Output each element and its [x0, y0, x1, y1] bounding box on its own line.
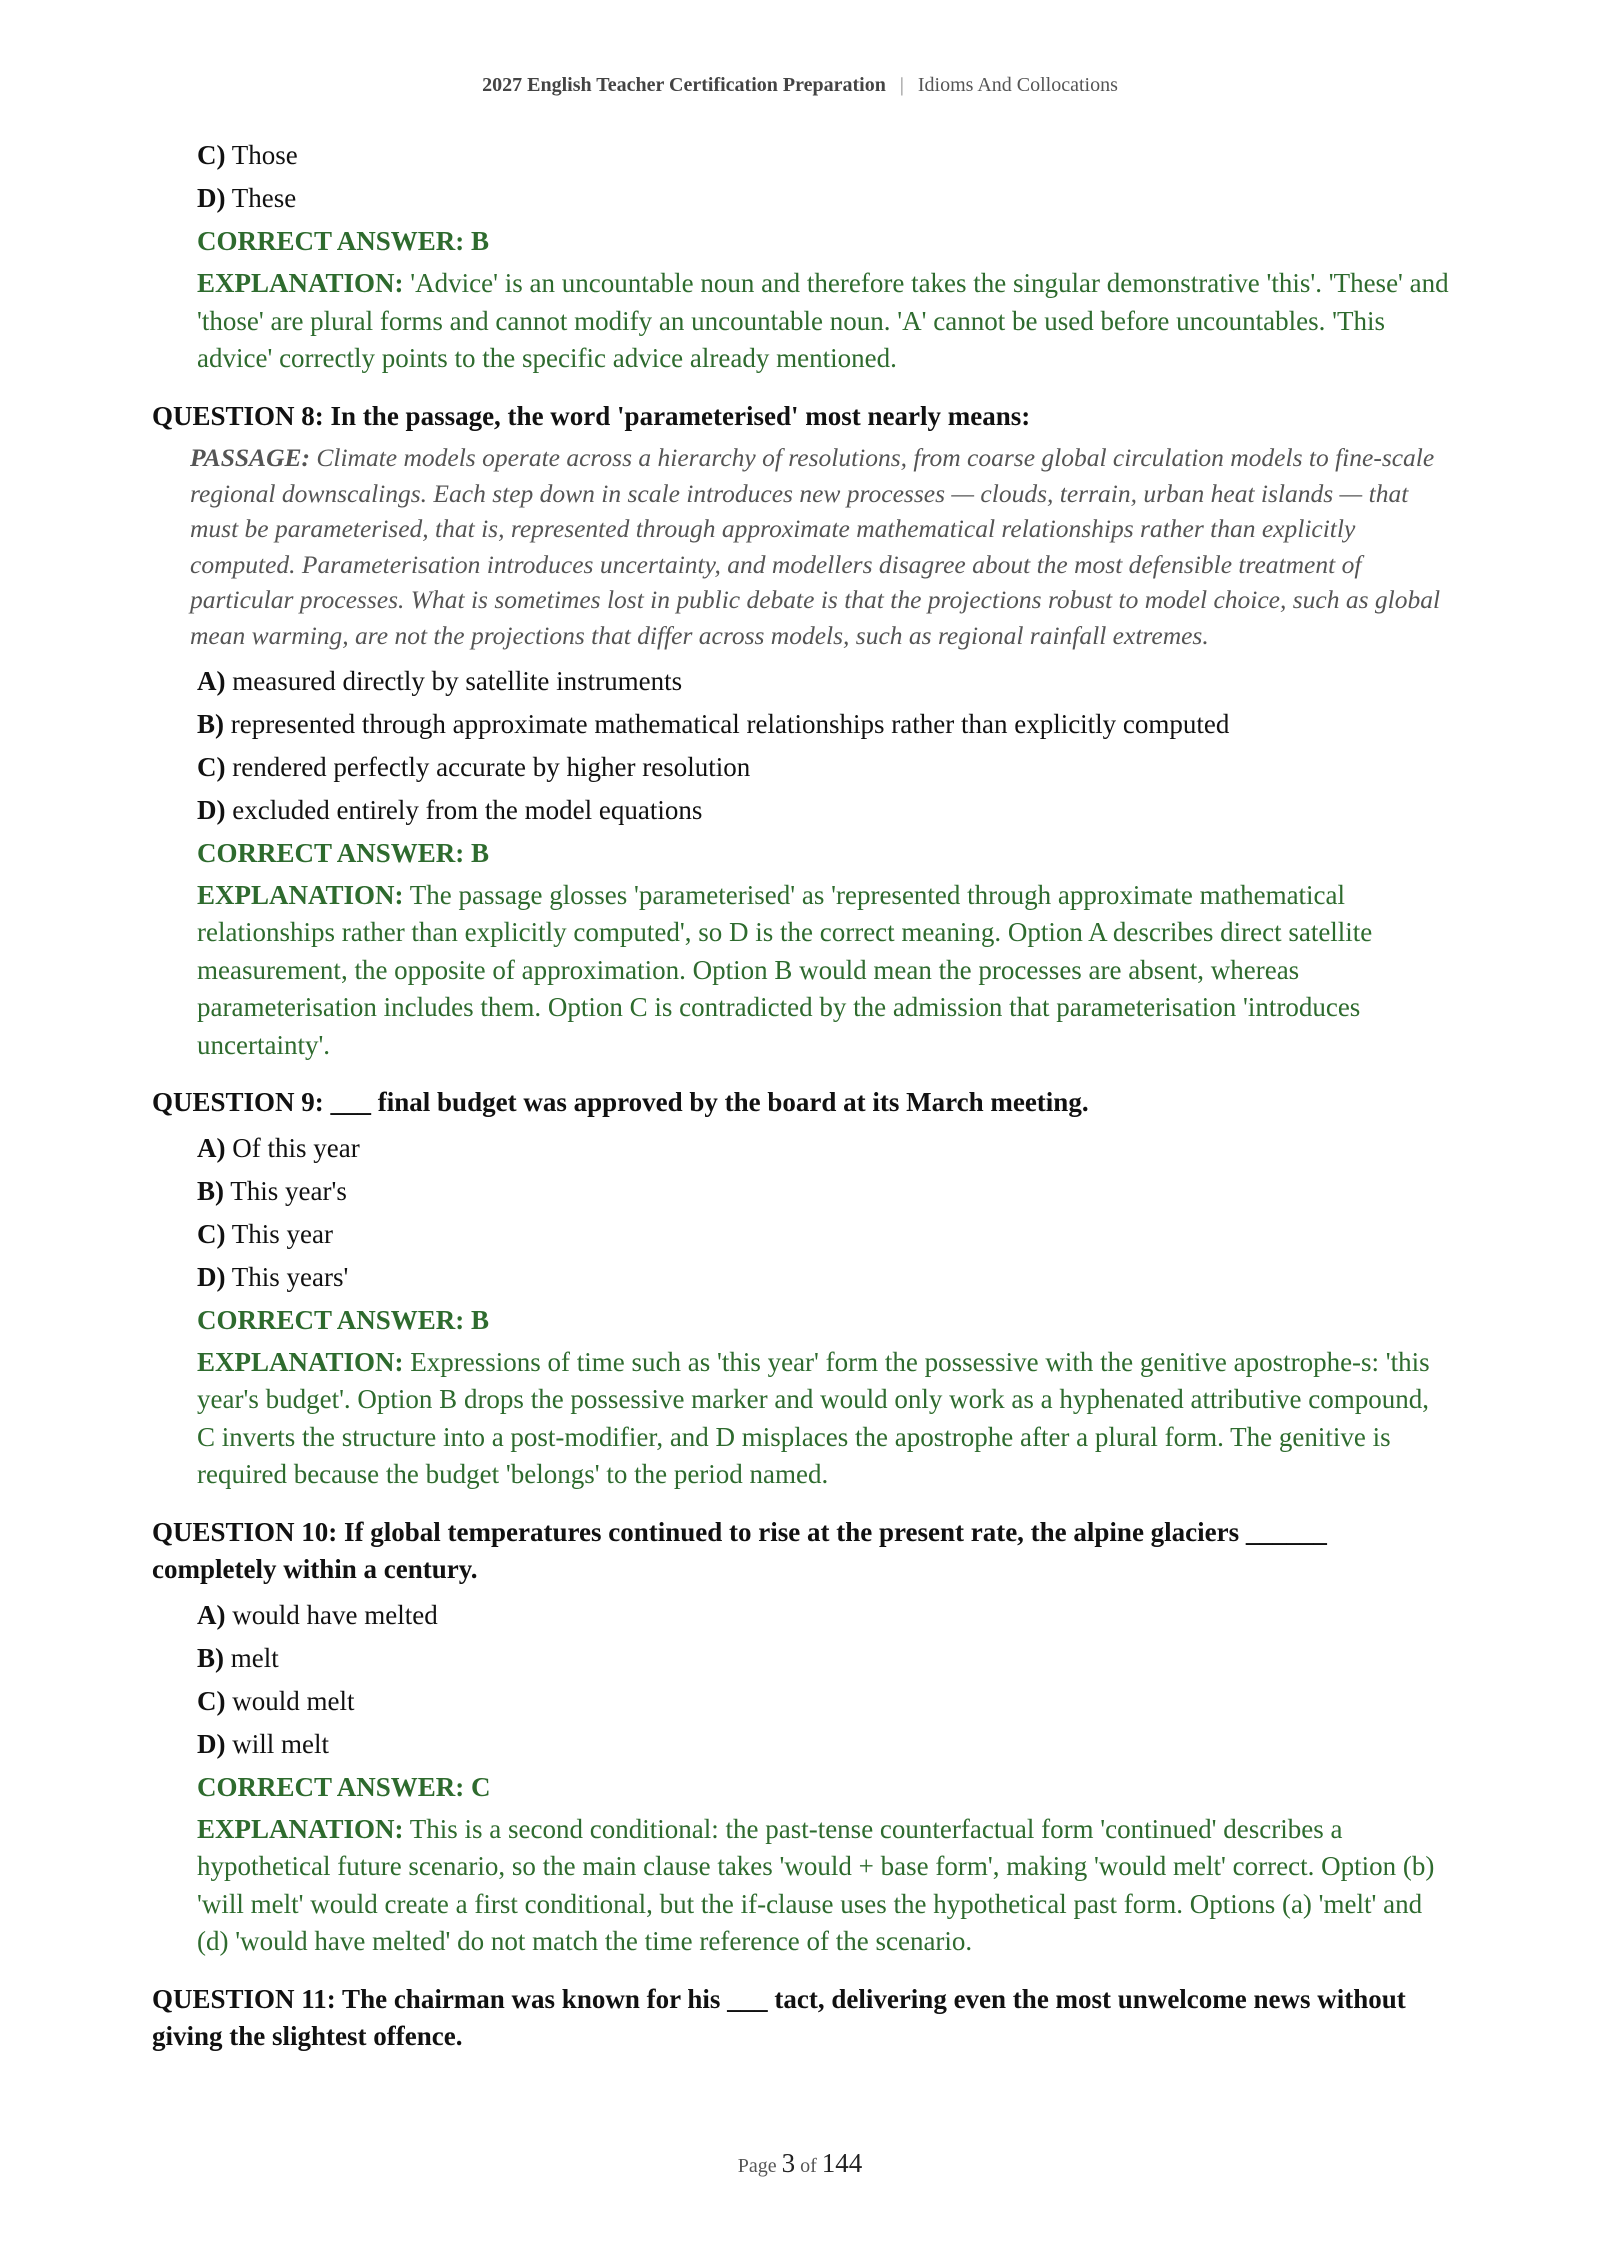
option-a	[197, 1594, 1452, 1637]
option-d	[197, 177, 1452, 220]
correct-answer: CORRECT ANSWER: C	[197, 1771, 491, 1802]
option-letter: D)	[197, 183, 226, 213]
option-a	[197, 1127, 1452, 1170]
explanation	[197, 877, 1452, 1065]
header-title: 2027 English Teacher Certification Preparation	[482, 74, 886, 96]
explanation-text: This is a second conditional: the past-tense counterfactual form 'continued' describes a hypothetical future scenario, so the main clause takes 'would + base form', making 'would melt' correct. Option (b) 'will melt' would create a first conditional, but the if-clause uses the hypothetical past form. Options (a) 'melt' and (d) 'would have melted' do not match the time reference of the scenario.	[197, 1813, 1435, 1957]
option-c	[197, 134, 1452, 177]
option-d	[197, 1256, 1452, 1299]
explanation-text: Expressions of time such as 'this year' form the possessive with the genitive apostrophe-s: 'this year's budget'. Option B drops the possessive marker and would only work as a hyphenated attributive compound, C inverts the structure into a post-modifier, and D misplaces the apostrophe after a plural form. The genitive is required because the budget 'belongs' to the period named.	[197, 1346, 1430, 1490]
option-b	[197, 703, 1452, 746]
option-letter: C)	[197, 1218, 226, 1249]
page-footer	[0, 2148, 1600, 2179]
option-letter: B)	[197, 708, 224, 739]
explanation-label: EXPLANATION:	[197, 1346, 404, 1377]
page-number: 3	[781, 2148, 796, 2178]
header-separator: |	[899, 74, 904, 96]
explanation	[197, 265, 1452, 378]
correct-answer: CORRECT ANSWER: B	[197, 226, 490, 256]
option-letter: C)	[197, 751, 226, 782]
option-text: This year's	[230, 1175, 347, 1206]
option-b	[197, 1170, 1452, 1213]
header-topic: Idioms And Collocations	[917, 74, 1118, 96]
explanation	[197, 1811, 1452, 1961]
passage	[190, 440, 1452, 654]
option-letter: B)	[197, 1175, 224, 1206]
option-b	[197, 1637, 1452, 1680]
correct-answer: CORRECT ANSWER: B	[197, 837, 490, 868]
option-letter: A)	[197, 1132, 226, 1163]
question-heading: QUESTION 8: In the passage, the word 'parameterised' most nearly means:	[152, 400, 1031, 431]
page-total: 144	[821, 2148, 863, 2178]
question-block-10	[152, 1514, 1452, 1961]
explanation-label: EXPLANATION:	[197, 268, 404, 298]
page-content	[152, 134, 1452, 2061]
question-block-9	[152, 1084, 1452, 1494]
option-c	[197, 1680, 1452, 1723]
option-text: would have melted	[232, 1599, 438, 1630]
correct-answer: CORRECT ANSWER: B	[197, 1304, 490, 1335]
option-text: This year	[231, 1218, 333, 1249]
option-letter: D)	[197, 1261, 226, 1292]
option-letter: C)	[197, 140, 226, 170]
question-block-8	[152, 398, 1452, 1065]
explanation-text: 'Advice' is an uncountable noun and therefore takes the singular demonstrative 'this'. 'These' and 'those' are plural forms and cannot modify an uncountable noun. 'A' cannot be used before uncountables. 'This advice' correctly points to the specific advice already mentioned.	[197, 268, 1449, 373]
question-block-7	[152, 134, 1452, 378]
option-text: measured directly by satellite instruments	[232, 665, 683, 696]
option-c	[197, 746, 1452, 789]
option-text: Those	[231, 140, 298, 170]
option-d	[197, 789, 1452, 832]
option-text: excluded entirely from the model equations	[232, 794, 703, 825]
option-d	[197, 1723, 1452, 1766]
explanation-label: EXPLANATION:	[197, 1813, 404, 1844]
explanation-text: The passage glosses 'parameterised' as 'represented through approximate mathematical relationships rather than explicitly computed', so D is the correct meaning. Option A describes direct satellite measurement, the opposite of approximation. Option B would mean the processes are absent, whereas parameterisation includes them. Option C is contradicted by the admission that parameterisation 'introduces uncertainty'.	[197, 879, 1373, 1060]
option-letter: D)	[197, 794, 226, 825]
page-word: Page	[737, 2155, 777, 2177]
explanation	[197, 1344, 1452, 1494]
question-block-11	[152, 1981, 1452, 2056]
question-heading: QUESTION 11: The chairman was known for his ___ tact, delivering even the most unwelcome news without giving the slightest offence.	[152, 1983, 1406, 2052]
option-text: rendered perfectly accurate by higher resolution	[232, 751, 751, 782]
option-letter: D)	[197, 1728, 226, 1759]
option-letter: B)	[197, 1642, 224, 1673]
passage-label: PASSAGE:	[190, 443, 310, 472]
option-letter: A)	[197, 1599, 226, 1630]
option-text: melt	[230, 1642, 279, 1673]
option-letter: C)	[197, 1685, 226, 1716]
passage-text: Climate models operate across a hierarchy of resolutions, from coarse global circulation models to fine-scale regional downscalings. Each step down in scale introduces new processes — clouds, terrain, urban heat islands — that must be parameterised, that is, represented through approximate mathematical relationships rather than explicitly computed. Parameterisation introduces uncertainty, and modellers disagree about the most defensible treatment of particular processes. What is sometimes lost in public debate is that the projections robust to model choice, such as global mean warming, are not the projections that differ across models, such as regional rainfall extremes.	[190, 443, 1441, 650]
option-text: These	[231, 183, 297, 213]
option-text: This years'	[231, 1261, 349, 1292]
of-word: of	[800, 2155, 817, 2177]
option-a	[197, 660, 1452, 703]
question-heading: QUESTION 9: ___ final budget was approved by the board at its March meeting.	[152, 1087, 1089, 1118]
explanation-label: EXPLANATION:	[197, 879, 404, 910]
option-letter: A)	[197, 665, 226, 696]
option-text: Of this year	[232, 1132, 360, 1163]
question-heading: QUESTION 10: If global temperatures continued to rise at the present rate, the alpine glaciers ______ completely within a century.	[152, 1516, 1327, 1585]
option-text: represented through approximate mathematical relationships rather than explicitly computed	[230, 708, 1230, 739]
option-text: will melt	[232, 1728, 329, 1759]
running-header	[0, 74, 1600, 97]
option-text: would melt	[232, 1685, 355, 1716]
option-c	[197, 1213, 1452, 1256]
